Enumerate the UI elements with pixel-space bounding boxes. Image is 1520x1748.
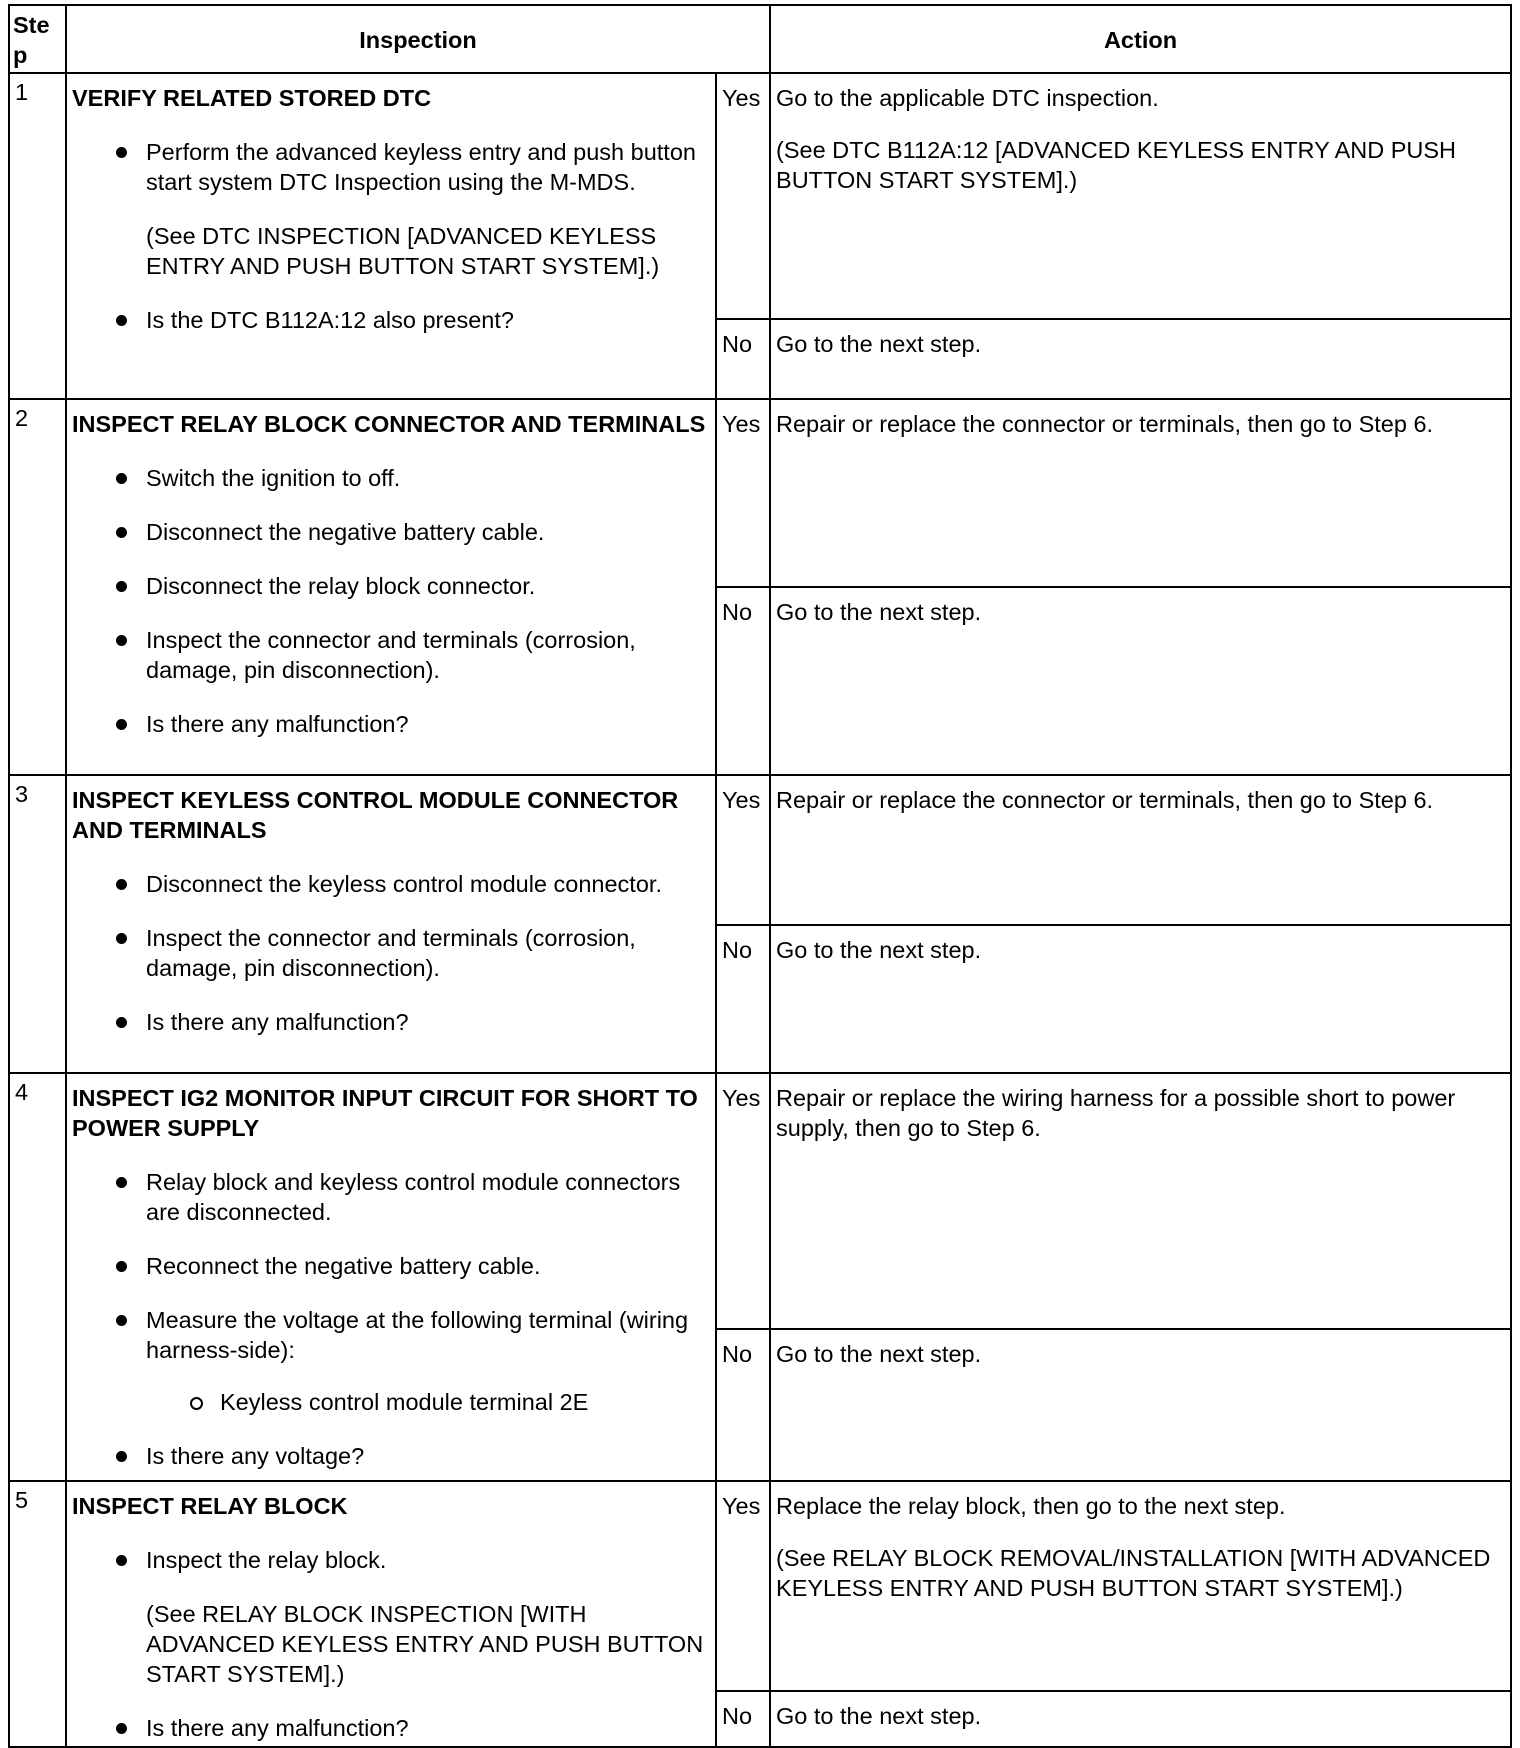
bullet-text: Measure the voltage at the following terminal (wiring harness-side): <box>146 1307 689 1363</box>
yes-label-text: Yes <box>722 787 761 813</box>
yes-action <box>770 399 1511 587</box>
step-row-1-yes <box>9 73 1511 319</box>
bullet-list <box>72 869 710 1037</box>
yes-action <box>770 775 1511 925</box>
yes-action <box>770 73 1511 319</box>
steps-body <box>9 73 1511 1747</box>
bullet-list <box>72 137 710 335</box>
bullet-text: Is there any malfunction? <box>146 1715 409 1741</box>
bullet-item <box>112 923 710 983</box>
bullet-list <box>72 463 710 739</box>
step-number: 1 <box>9 73 66 399</box>
sub-bullet-item: Keyless control module terminal 2E <box>186 1387 710 1417</box>
yes-action-text: Go to the applicable DTC inspection. <box>776 85 1159 111</box>
no-action <box>770 587 1511 775</box>
yes-action-text: Replace the relay block, then go to the next step. <box>776 1493 1286 1519</box>
no-action-text: Go to the next step. <box>776 331 982 357</box>
bullet-text: Is there any voltage? <box>146 1443 365 1469</box>
header-action: Action <box>770 5 1511 73</box>
bullet-text: Inspect the relay block. <box>146 1547 387 1573</box>
step-title: INSPECT RELAY BLOCK <box>72 1493 348 1519</box>
no-label <box>716 925 770 1073</box>
bullet-list <box>72 1167 710 1471</box>
yes-label-text: Yes <box>722 85 761 111</box>
no-action-text: Go to the next step. <box>776 1703 982 1729</box>
bullet-item <box>112 571 710 601</box>
bullet-text: Reconnect the negative battery cable. <box>146 1253 541 1279</box>
bullet-item <box>112 517 710 547</box>
yes-label <box>716 73 770 319</box>
yes-label <box>716 1481 770 1691</box>
yes-label <box>716 1073 770 1329</box>
step-row-3-yes <box>9 775 1511 925</box>
step-number: 2 <box>9 399 66 775</box>
bullet-text: Inspect the connector and terminals (corrosion, damage, pin disconnection). <box>146 925 636 981</box>
no-action <box>770 1691 1511 1747</box>
no-label-text: No <box>722 331 753 357</box>
bullet-text: Is the DTC B112A:12 also present? <box>146 307 514 333</box>
step-title: INSPECT KEYLESS CONTROL MODULE CONNECTOR AND TERMINALS <box>72 787 679 843</box>
yes-label-text: Yes <box>722 411 761 437</box>
yes-action-note: (See RELAY BLOCK REMOVAL/INSTALLATION [WITH ADVANCED KEYLESS ENTRY AND PUSH BUTTON START SYSTEM].) <box>776 1545 1491 1601</box>
no-label-text: No <box>722 937 753 963</box>
no-action-text: Go to the next step. <box>776 1341 982 1367</box>
step-inspection <box>66 1481 716 1747</box>
bullet-item <box>112 625 710 685</box>
no-label-text: No <box>722 599 753 625</box>
bullet-item <box>112 1007 710 1037</box>
bullet-item <box>112 1167 710 1227</box>
no-action <box>770 1329 1511 1481</box>
diagnostic-procedure-page <box>8 4 1510 1748</box>
bullet-item <box>112 709 710 739</box>
no-label-text: No <box>722 1703 753 1729</box>
bullet-text: Inspect the connector and terminals (corrosion, damage, pin disconnection). <box>146 627 636 683</box>
step-row-5-yes <box>9 1481 1511 1691</box>
bullet-item <box>112 137 710 281</box>
no-label <box>716 1691 770 1747</box>
bullet-text: Perform the advanced keyless entry and push button start system DTC Inspection using the M-MDS. <box>146 139 696 195</box>
step-title: VERIFY RELATED STORED DTC <box>72 85 432 111</box>
reference-note: (See DTC INSPECTION [ADVANCED KEYLESS ENTRY AND PUSH BUTTON START SYSTEM].) <box>146 223 660 279</box>
bullet-item <box>112 869 710 899</box>
yes-action-note: (See DTC B112A:12 [ADVANCED KEYLESS ENTRY AND PUSH BUTTON START SYSTEM].) <box>776 137 1457 193</box>
bullet-item <box>112 1545 710 1689</box>
bullet-item <box>112 305 710 335</box>
step-row-2-yes <box>9 399 1511 587</box>
no-label <box>716 587 770 775</box>
step-inspection <box>66 1073 716 1481</box>
bullet-list <box>72 1545 710 1743</box>
bullet-text: Disconnect the relay block connector. <box>146 573 536 599</box>
step-title: INSPECT RELAY BLOCK CONNECTOR AND TERMINALS <box>72 411 706 437</box>
diagnostic-procedure-table <box>8 4 1512 1748</box>
bullet-text: Switch the ignition to off. <box>146 465 401 491</box>
bullet-item <box>112 1251 710 1281</box>
bullet-item <box>112 1305 710 1417</box>
header-step: Step <box>9 5 66 73</box>
yes-label <box>716 399 770 587</box>
table-header-row <box>9 5 1511 73</box>
bullet-text: Is there any malfunction? <box>146 711 409 737</box>
yes-action-text: Repair or replace the connector or terminals, then go to Step 6. <box>776 411 1434 437</box>
bullet-item <box>112 1713 710 1743</box>
reference-note: (See RELAY BLOCK INSPECTION [WITH ADVANCED KEYLESS ENTRY AND PUSH BUTTON START SYSTEM].) <box>146 1601 704 1687</box>
bullet-item <box>112 463 710 493</box>
step-number: 4 <box>9 1073 66 1481</box>
step-inspection <box>66 73 716 399</box>
yes-label-text: Yes <box>722 1493 761 1519</box>
no-label-text: No <box>722 1341 753 1367</box>
yes-label-text: Yes <box>722 1085 761 1111</box>
yes-action <box>770 1481 1511 1691</box>
yes-action-text: Repair or replace the connector or terminals, then go to Step 6. <box>776 787 1434 813</box>
no-action-text: Go to the next step. <box>776 599 982 625</box>
step-title: INSPECT IG2 MONITOR INPUT CIRCUIT FOR SHORT TO POWER SUPPLY <box>72 1085 698 1141</box>
yes-label <box>716 775 770 925</box>
bullet-text: Disconnect the negative battery cable. <box>146 519 545 545</box>
no-action-text: Go to the next step. <box>776 937 982 963</box>
bullet-item <box>112 1441 710 1471</box>
no-action <box>770 319 1511 399</box>
no-action <box>770 925 1511 1073</box>
step-inspection <box>66 775 716 1073</box>
yes-action <box>770 1073 1511 1329</box>
step-number: 3 <box>9 775 66 1073</box>
step-inspection <box>66 399 716 775</box>
step-row-4-yes <box>9 1073 1511 1329</box>
yes-action-text: Repair or replace the wiring harness for a possible short to power supply, then go to Step 6. <box>776 1085 1456 1141</box>
bullet-text: Is there any malfunction? <box>146 1009 409 1035</box>
header-inspection: Inspection <box>66 5 770 73</box>
bullet-text: Disconnect the keyless control module connector. <box>146 871 662 897</box>
bullet-text: Relay block and keyless control module connectors are disconnected. <box>146 1169 681 1225</box>
step-number: 5 <box>9 1481 66 1747</box>
sub-bullet-list <box>146 1387 710 1417</box>
no-label <box>716 1329 770 1481</box>
no-label <box>716 319 770 399</box>
